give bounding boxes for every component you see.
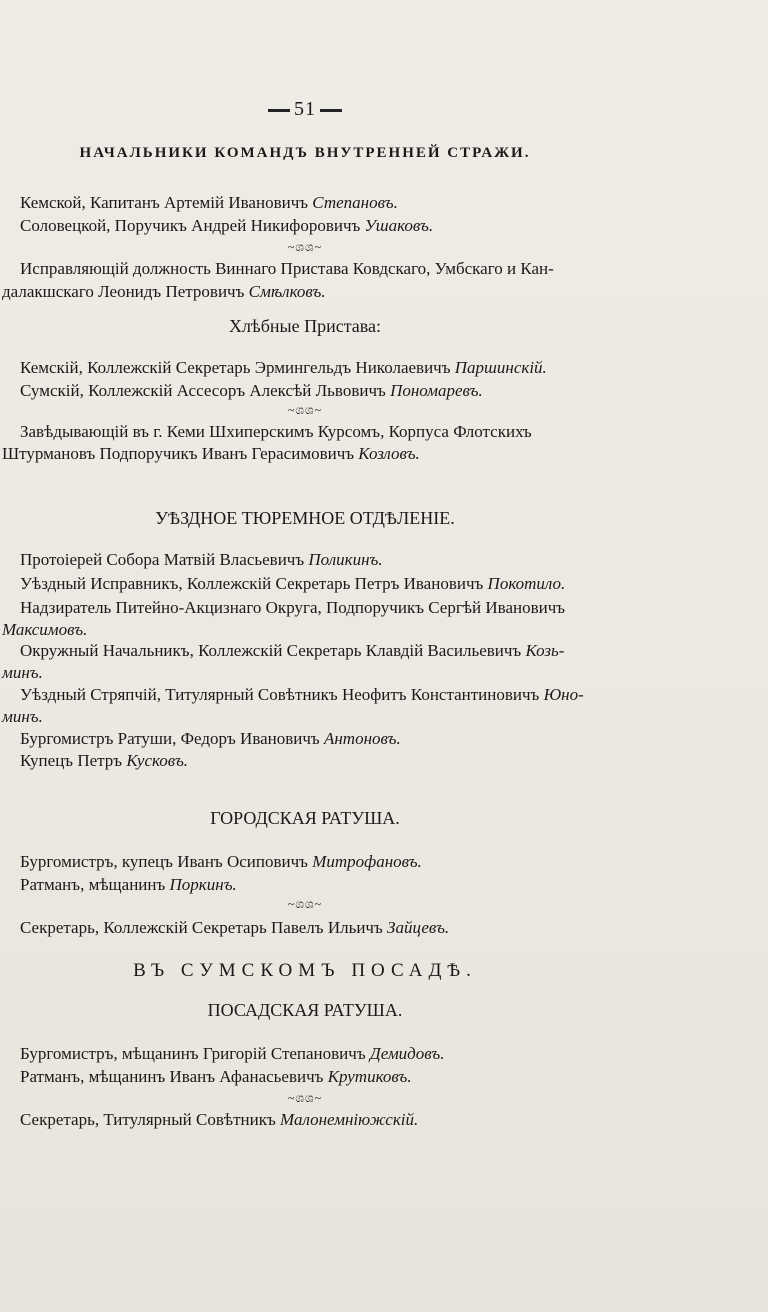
person-surname: Поркинъ. <box>169 875 237 894</box>
person-surname: Поликинъ. <box>308 550 383 569</box>
text-line <box>2 662 43 684</box>
line-text: Окружный Начальникъ, Коллежскій Секретарь Клавдій Васильевичъ <box>20 641 526 660</box>
text-line <box>20 192 398 214</box>
text-line <box>2 619 87 641</box>
text-line <box>20 421 532 443</box>
person-surname: Ушаковъ. <box>364 216 434 235</box>
text-line <box>20 1109 418 1131</box>
text-line <box>20 640 564 662</box>
line-text: Купецъ Петръ <box>20 751 127 770</box>
person-surname: Максимовъ. <box>2 620 88 639</box>
person-surname: Антоновъ. <box>323 729 401 748</box>
text-line <box>20 549 383 571</box>
person-surname: Зайцевъ. <box>387 918 450 937</box>
person-surname: Юно- <box>543 685 584 704</box>
line-text: Соловецкой, Поручикъ Андрей Никифоровичъ <box>20 216 365 235</box>
person-surname: Паршинскій. <box>454 358 547 377</box>
person-surname: Крутиковъ. <box>327 1067 412 1086</box>
line-text: Исправляющій должность Виннаго Пристава Ковдскаго, Умбскаго и Кан- <box>20 259 554 278</box>
text-line <box>20 380 483 402</box>
line-text: Надзиратель Питейно-Акцизнаго Округа, Подпоручикъ Сергѣй Ивановичъ <box>20 598 566 617</box>
text-line <box>20 573 565 595</box>
section-heading: ВЪ СУМСКОМЪ ПОСАДѢ. <box>133 960 477 981</box>
line-text: Кемской, Капитанъ Артемій Ивановичъ <box>20 193 313 212</box>
ornament-divider: ~ශශ~ <box>287 1091 323 1105</box>
text-line <box>20 1043 445 1065</box>
section-heading: НАЧАЛЬНИКИ КОМАНДЪ ВНУТРЕННЕЙ СТРАЖИ. <box>79 145 531 161</box>
text-line <box>20 874 237 896</box>
ornament-divider: ~ශශ~ <box>287 897 323 911</box>
line-text: далакшскаго Леонидъ Петровичъ <box>2 282 249 301</box>
section-heading: Хлѣбные Пристава: <box>228 316 382 336</box>
line-text: Секретарь, Коллежскій Секретарь Павелъ Ильичъ <box>20 918 388 937</box>
section-heading: ГОРОДСКАЯ РАТУША. <box>210 808 400 828</box>
text-line <box>20 258 554 280</box>
text-line <box>20 215 433 237</box>
person-surname: Козь- <box>525 641 565 660</box>
person-surname: минъ. <box>2 663 43 682</box>
line-text: Уѣздный Исправникъ, Коллежскій Секретарь Петръ Ивановичъ <box>20 574 488 593</box>
text-line <box>2 443 420 465</box>
text-line <box>20 851 422 873</box>
ornament-divider: ~ශශ~ <box>287 240 323 254</box>
text-line <box>2 706 43 728</box>
line-text: Бургомистръ, купецъ Иванъ Осиповичъ <box>20 852 313 871</box>
line-text: Завѣдывающій въ г. Кеми Шхиперскимъ Курсомъ, Корпуса Флотскихъ <box>20 422 532 441</box>
ornament-divider: ~ශශ~ <box>287 403 323 417</box>
person-surname: Покотило. <box>487 574 566 593</box>
person-surname: Митрофановъ. <box>312 852 422 871</box>
line-text: Кемскій, Коллежскій Секретарь Эрмингельдъ Николаевичъ <box>20 358 455 377</box>
person-surname: Смѣлковъ. <box>248 282 326 301</box>
text-line <box>20 597 565 619</box>
person-surname: минъ. <box>2 707 43 726</box>
text-line <box>20 684 584 706</box>
section-heading: УѢЗДНОЕ ТЮРЕМНОЕ ОТДѢЛЕНІЕ. <box>155 508 455 528</box>
person-surname: Малонемніюжскій. <box>280 1110 419 1129</box>
line-text: Штурмановъ Подпоручикъ Иванъ Герасимовичъ <box>2 444 359 463</box>
text-line <box>20 1066 412 1088</box>
text-line <box>20 750 188 772</box>
person-surname: Степановъ. <box>312 193 398 212</box>
page-number: 51 <box>0 98 610 121</box>
line-text: Уѣздный Стряпчій, Титулярный Совѣтникъ Неофитъ Константиновичъ <box>20 685 544 704</box>
line-text: Бургомистръ, мѣщанинъ Григорій Степановичъ <box>20 1044 370 1063</box>
person-surname: Демидовъ. <box>369 1044 445 1063</box>
person-surname: Козловъ. <box>358 444 420 463</box>
line-text: Протоіерей Собора Матвій Власьевичъ <box>20 550 309 569</box>
text-line <box>20 357 547 379</box>
person-surname: Пономаревъ. <box>390 381 483 400</box>
text-line <box>20 917 449 939</box>
line-text: Ратманъ, мѣщанинъ <box>20 875 170 894</box>
text-line <box>2 281 326 303</box>
section-heading: ПОСАДСКАЯ РАТУША. <box>207 1000 403 1020</box>
person-surname: Кусковъ. <box>126 751 189 770</box>
line-text: Сумскій, Коллежскій Ассесоръ Алексѣй Львовичъ <box>20 381 391 400</box>
text-line <box>20 728 401 750</box>
line-text: Ратманъ, мѣщанинъ Иванъ Афанасьевичъ <box>20 1067 328 1086</box>
line-text: Бургомистръ Ратуши, Федоръ Ивановичъ <box>20 729 324 748</box>
line-text: Секретарь, Титулярный Совѣтникъ <box>20 1110 281 1129</box>
